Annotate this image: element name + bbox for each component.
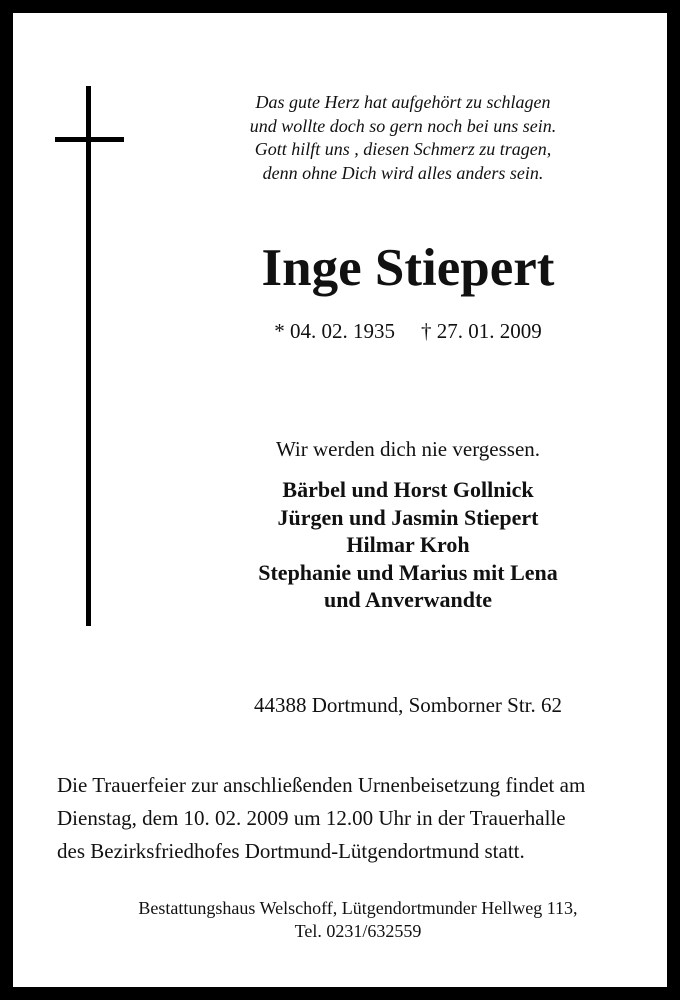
memorial-verse	[193, 91, 613, 185]
ceremony-line: Die Trauerfeier zur anschließenden Urnenbeisetzung findet am	[57, 773, 586, 797]
mourner-line: Jürgen und Jasmin Stiepert	[277, 504, 539, 530]
mourner-line: und Anverwandte	[323, 587, 493, 612]
ceremony-notice	[57, 769, 677, 868]
cross-horizontal-bar	[55, 137, 124, 142]
ceremony-line: Dienstag, dem 10. 02. 2009 um 12.00 Uhr in der Trauerhalle	[57, 806, 566, 830]
mourner-line: Hilmar Kroh	[346, 532, 470, 557]
ceremony-line: des Bezirksfriedhofes Dortmund-Lütgendortmund statt.	[57, 839, 525, 863]
verse-line: Das gute Herz hat aufgehört zu schlagen	[255, 92, 551, 112]
cross-vertical-bar	[86, 86, 91, 626]
verse-line: und wollte doch so gern noch bei uns sein.	[249, 115, 557, 136]
birth-date: * 04. 02. 1935	[274, 319, 395, 343]
death-date: † 27. 01. 2009	[421, 319, 542, 343]
mourners-list	[173, 476, 643, 614]
deceased-name: Inge Stiepert	[261, 239, 555, 297]
mourner-line: Bärbel und Horst Gollnick	[282, 477, 534, 502]
funeral-home-line: Bestattungshaus Welschoff, Lütgendortmunder Hellweg 113,	[138, 898, 578, 918]
life-dates	[213, 317, 603, 345]
family-address: 44388 Dortmund, Somborner Str. 62	[254, 693, 562, 717]
remembrance-text: Wir werden dich nie vergessen.	[275, 437, 541, 461]
verse-line: denn ohne Dich wird alles anders sein.	[262, 162, 544, 183]
mourner-line: Stephanie und Marius mit Lena	[258, 559, 558, 585]
funeral-home-line: Tel. 0231/632559	[294, 921, 422, 941]
verse-line: Gott hilft uns , diesen Schmerz zu tragen,	[254, 139, 552, 159]
funeral-home-info	[53, 897, 663, 943]
